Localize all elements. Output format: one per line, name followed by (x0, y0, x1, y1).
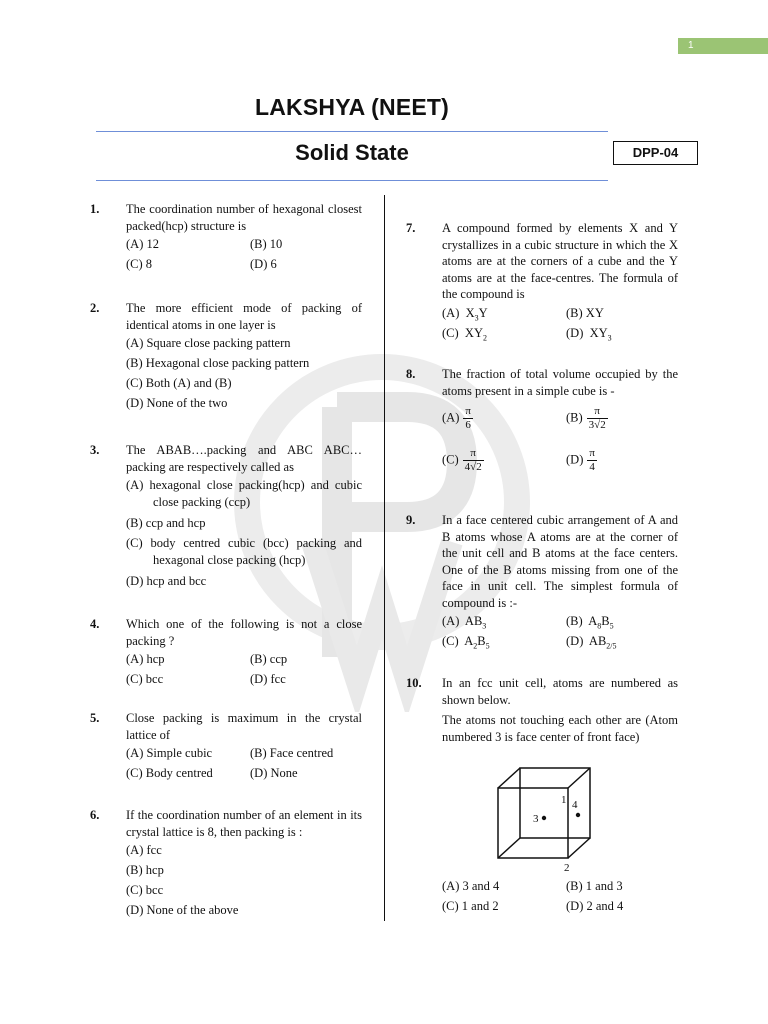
atom-4-dot (576, 813, 580, 817)
question-1 (90, 201, 362, 274)
question-number: 7. (406, 221, 416, 235)
question-8 (406, 366, 678, 487)
option-c: (C) bcc (126, 883, 164, 897)
option-c: (C) 1 and 2 (442, 899, 499, 913)
option-a: (A) Simple cubic (126, 746, 213, 760)
option-b: (B) 10 (250, 237, 283, 251)
column-divider (384, 195, 385, 921)
header-rule-top (96, 131, 608, 132)
option-b: (B) ccp (250, 652, 288, 666)
option-d: (D) hcp and bcc (126, 574, 207, 588)
option-d: (D) fcc (250, 672, 286, 686)
option-d: (D) 2 and 4 (566, 899, 624, 913)
option-c: (C) Both (A) and (B) (126, 376, 232, 390)
option-b: (B) XY (566, 305, 604, 320)
option-b: (B) hcp (126, 863, 164, 877)
option-c: (C) 8 (126, 257, 153, 271)
option-a: (A) hexagonal close packing(hcp) and cubic close packing (ccp) (126, 478, 362, 509)
option-a: (A) 12 (126, 237, 159, 251)
option-d: (D) $\frac{\pi}{4}$ (566, 447, 595, 473)
option-a: (A) Square close packing pattern (126, 336, 291, 350)
option-a: (A) $X_3Y$ (442, 305, 488, 322)
question-text: In an fcc unit cell, atoms are numbered as shown below. (442, 676, 678, 707)
option-b: (B) 1 and 3 (566, 879, 623, 893)
option-d: (D) $XY_3$ (566, 325, 612, 342)
question-text: The coordination number of hexagonal closest packed(hcp) structure is (126, 202, 362, 233)
question-7 (406, 220, 678, 343)
question-text: The more efficient mode of packing of identical atoms in one layer is (126, 301, 362, 332)
option-c: (C) $A_2B_5$ (442, 634, 490, 651)
document-subtitle: Solid State (295, 140, 409, 165)
question-number: 8. (406, 367, 416, 381)
atom-label-2: 2 (564, 862, 570, 874)
option-c: (C) bcc (126, 672, 164, 686)
option-d: (D) None (250, 766, 298, 780)
option-b: (B) $\frac{\pi}{3√2}$ (566, 405, 606, 431)
question-number: 1. (90, 202, 100, 216)
question-6 (90, 807, 362, 920)
option-a: (A) $AB_3$ (442, 614, 487, 631)
question-number: 5. (90, 711, 100, 725)
option-c: (C) $XY_2$ (442, 325, 487, 342)
question-number: 2. (90, 301, 100, 315)
question-text: A compound formed by elements X and Y crystallizes in a cubic structure in which the X atoms are at the corners of a cube and the Y atoms are at the face-centres. The formula of the compound is (442, 221, 678, 301)
question-10 (406, 675, 678, 745)
question-number: 10. (406, 676, 422, 690)
question-3 (90, 442, 362, 591)
question-5 (90, 710, 362, 783)
question-number: 9. (406, 513, 416, 527)
question-text: The ABAB….packing and ABC ABC… packing are respectively called as (126, 443, 362, 474)
question-text: In a face centered cubic arrangement of A and B atoms whose A atoms are at the corner of the unit cell and B atoms at the face centers. One of the B atoms missing from one of the face in unit cell. The simplest formula of compound is :- (442, 513, 678, 610)
atom-label-1: 1 (561, 794, 567, 806)
option-c: (C) $\frac{\pi}{4√2}$ (442, 447, 482, 473)
question-number: 3. (90, 443, 100, 457)
option-d: (D) None of the above (126, 903, 239, 917)
option-d: (D) None of the two (126, 396, 228, 410)
question-text: The fraction of total volume occupied by the atoms present in a simple cube is - (442, 367, 678, 398)
question-text-2: The atoms not touching each other are (Atom numbered 3 is face center of front face) (442, 713, 678, 744)
page-number-badge: 1 (678, 38, 768, 54)
option-c: (C) Body centred (126, 766, 213, 780)
option-b: (B) Hexagonal close packing pattern (126, 356, 310, 370)
document-title: LAKSHYA (NEET) (254, 94, 450, 120)
header-rule-bottom (96, 180, 608, 181)
question-text: Close packing is maximum in the crystal lattice of (126, 711, 362, 742)
question-number: 6. (90, 808, 100, 822)
option-a: (A) 3 and 4 (442, 879, 500, 893)
question-number: 4. (90, 617, 100, 631)
atom-3-dot (542, 816, 546, 820)
option-a: (A) $\frac{\pi}{6}$ (442, 405, 471, 431)
question-9 (406, 512, 678, 651)
question-10-options (442, 876, 678, 916)
option-a: (A) fcc (126, 843, 162, 857)
option-c: (C) body centred cubic (bcc) packing and hexagonal close packing (hcp) (126, 536, 362, 567)
dpp-code-box: DPP-04 (613, 141, 698, 165)
option-d: (D) $AB_{2/5}$ (566, 634, 617, 651)
question-4 (90, 616, 362, 689)
option-b: (B) $A_8B_5$ (566, 614, 614, 631)
atom-label-4: 4 (572, 799, 578, 811)
question-2 (90, 300, 362, 413)
option-b: (B) Face centred (250, 746, 334, 760)
fcc-cube-figure (490, 760, 600, 875)
question-text: Which one of the following is not a close packing ? (126, 617, 362, 648)
option-d: (D) 6 (250, 257, 277, 271)
option-a: (A) hcp (126, 652, 165, 666)
question-text: If the coordination number of an element in its crystal lattice is 8, then packing is : (126, 808, 362, 839)
atom-label-3: 3 (533, 813, 539, 825)
option-b: (B) ccp and hcp (126, 516, 206, 530)
